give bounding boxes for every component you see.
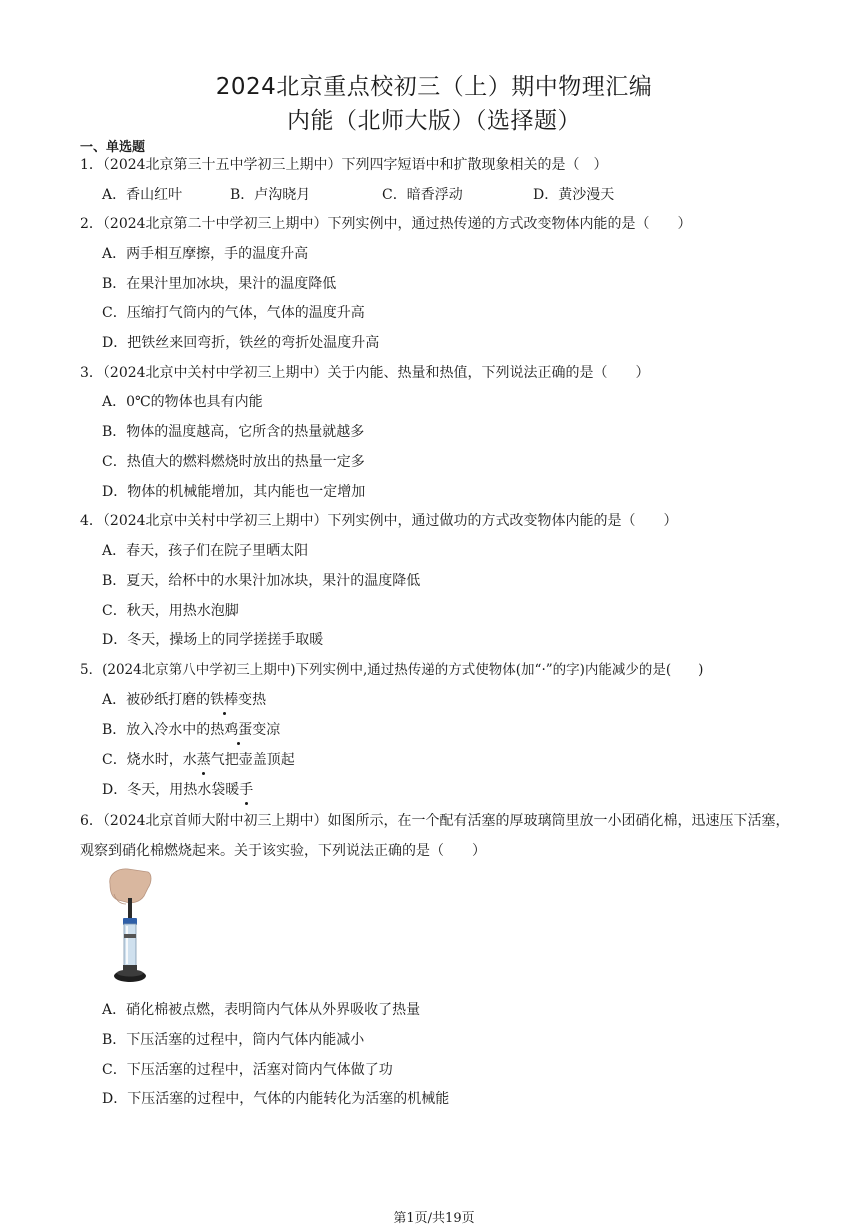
question-6-option-c: C．下压活塞的过程中，活塞对筒内气体做了功 xyxy=(102,1062,393,1078)
question-1-option-d: D．黄沙漫天 xyxy=(533,187,615,203)
base-plate-top xyxy=(117,970,143,977)
question-1-option-b: B．卢沟晓月 xyxy=(230,187,311,203)
section-heading: 一、单选题 xyxy=(80,140,146,155)
question-3-option-a: A．0℃的物体也具有内能 xyxy=(102,394,263,410)
option-text: 把壶盖顶起 xyxy=(224,752,295,768)
question-6-option-b: B．下压活塞的过程中，筒内气体内能减小 xyxy=(102,1032,365,1048)
question-6-option-d: D．下压活塞的过程中，气体的内能转化为活塞的机械能 xyxy=(102,1091,450,1107)
question-5-option-b xyxy=(102,720,280,740)
option-text: D．冬天，用热水袋暖 xyxy=(102,782,240,798)
option-text: 变热 xyxy=(238,692,267,708)
question-3-option-b: B．物体的温度越高，它所含的热量就越多 xyxy=(102,424,365,440)
option-text: B．放入冷水中的热 xyxy=(102,722,225,738)
question-4-option-c: C．秋天，用热水泡脚 xyxy=(102,603,239,619)
question-2-stem: 2．（2024北京第二十中学初三上期中）下列实例中，通过热传递的方式改变物体内能的是（ ） xyxy=(80,216,692,232)
question-5-option-d xyxy=(102,780,253,800)
question-5-option-c xyxy=(102,750,295,770)
question-4-option-b: B．夏天，给杯中的水果汁加冰块，果汁的温度降低 xyxy=(102,573,421,589)
question-3-option-c: C．热值大的燃料燃烧时放出的热量一定多 xyxy=(102,454,365,470)
question-4-stem: 4．（2024北京中关村中学初三上期中）下列实例中，通过做功的方式改变物体内能的是（ ） xyxy=(80,513,678,529)
glass-tube xyxy=(124,924,136,966)
question-5-stem: 5．(2024北京第八中学初三上期中)下列实例中,通过热传递的方式使物体(加“·”的字)内能减少的是( ) xyxy=(80,662,704,678)
question-3-option-d: D．物体的机械能增加，其内能也一定增加 xyxy=(102,484,366,500)
question-2-option-c: C．压缩打气筒内的气体，气体的温度升高 xyxy=(102,305,365,321)
piston-cylinder-figure xyxy=(104,866,156,988)
piston-head xyxy=(124,934,136,938)
option-text: A．被砂纸打磨的 xyxy=(102,692,211,708)
question-4-option-a: A．春天，孩子们在院子里晒太阳 xyxy=(102,543,309,559)
glass-highlight xyxy=(126,926,128,964)
document-subtitle: 内能（北师大版）（选择题） xyxy=(287,108,581,134)
question-1-option-c: C．暗香浮动 xyxy=(382,187,463,203)
option-text: 变凉 xyxy=(252,722,281,738)
question-2-option-b: B．在果汁里加冰块，果汁的温度降低 xyxy=(102,276,337,292)
dotted-word: 水蒸气 xyxy=(182,752,225,768)
page-footer: 第1页/共19页 xyxy=(393,1211,475,1226)
question-1-option-a: A．香山红叶 xyxy=(102,187,183,203)
question-5-option-a xyxy=(102,690,266,710)
question-1-stem: 1．（2024北京第三十五中学初三上期中）下列四字短语中和扩散现象相关的是（ ） xyxy=(80,157,608,173)
question-6-stem: 6．（2024北京首师大附中初三上期中）如图所示，在一个配有活塞的厚玻璃筒里放一小团硝化棉，迅速压下活塞，观察到硝化棉燃烧起来。关于该实验，下列说法正确的是（ ） xyxy=(80,813,790,859)
document-title: 2024北京重点校初三（上）期中物理汇编 xyxy=(215,74,653,100)
question-2-option-a: A．两手相互摩擦，手的温度升高 xyxy=(102,246,309,262)
dotted-word: 鸡蛋 xyxy=(224,722,253,738)
option-text: C．烧水时， xyxy=(102,752,183,768)
question-4-option-d: D．冬天，操场上的同学搓搓手取暖 xyxy=(102,632,324,648)
question-3-stem: 3．（2024北京中关村中学初三上期中）关于内能、热量和热值，下列说法正确的是（ ） xyxy=(80,365,650,381)
question-6-option-a: A．硝化棉被点燃，表明筒内气体从外界吸收了热量 xyxy=(102,1002,421,1018)
dotted-word: 手 xyxy=(239,782,254,798)
dotted-word: 铁棒 xyxy=(210,692,239,708)
question-2-option-d: D．把铁丝来回弯折，铁丝的弯折处温度升高 xyxy=(102,335,380,351)
